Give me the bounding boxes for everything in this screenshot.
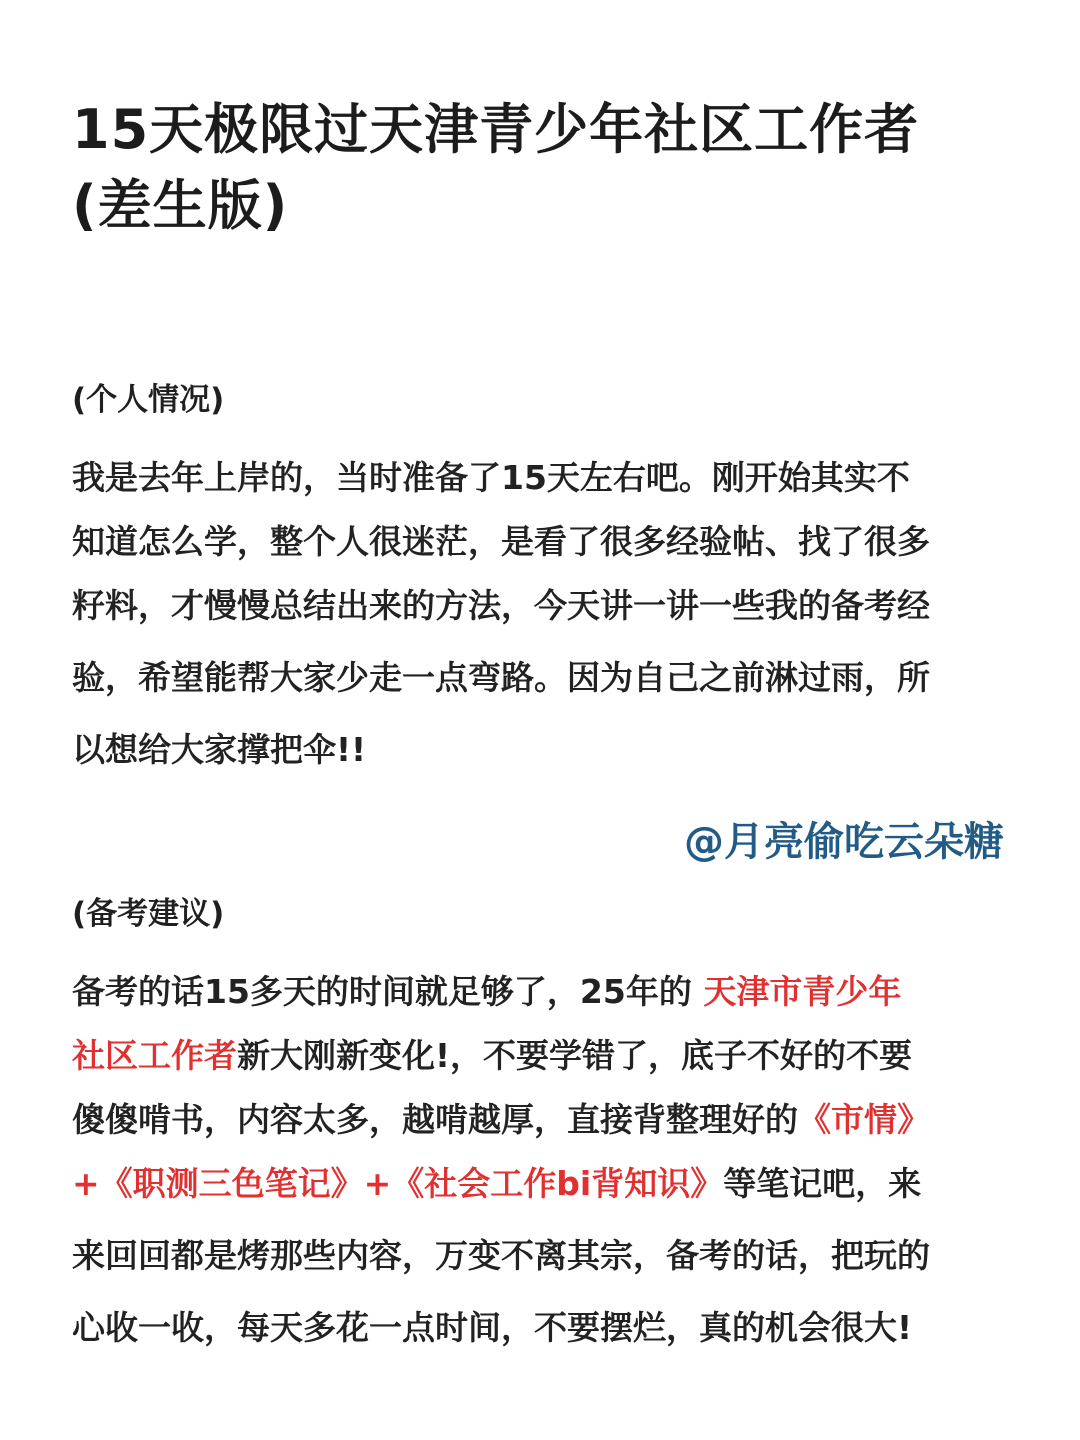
title-line-2: (差生版) [72, 174, 289, 237]
section-heading-personal: (个人情况) [72, 382, 225, 418]
author-watermark: @月亮偷吃云朵糖 [684, 819, 1004, 865]
text-run: 等笔记吧，来 [723, 1164, 922, 1203]
highlight-text: 社区工作者 [72, 1036, 237, 1075]
highlight-text: 《市情》 [798, 1100, 930, 1139]
title-line-1: 15天极限过天津青少年社区工作者 [72, 98, 920, 161]
paragraph-line [72, 960, 1012, 1024]
paragraph-line [72, 1088, 1012, 1152]
text-run: 傻傻啃书，内容太多，越啃越厚，直接背整理好的 [72, 1100, 798, 1139]
paragraph-advice [72, 960, 1012, 1360]
highlight-text: +《职测三色笔记》+《社会工作bi背知识》 [72, 1164, 724, 1203]
paragraph-line [72, 1152, 1012, 1216]
text-run: 新大刚新变化!，不要学错了，底子不好的不要 [237, 1036, 913, 1075]
paragraph-personal [72, 446, 1012, 782]
section-heading-advice: (备考建议) [72, 896, 225, 932]
paragraph-line: 籽料，才慢慢总结出来的方法，今天讲一讲一些我的备考经 [72, 586, 930, 625]
paragraph-line: 知道怎么学，整个人很迷茫，是看了很多经验帖、找了很多 [72, 522, 930, 561]
paragraph-line [72, 1024, 1012, 1088]
paragraph-line: 来回回都是烤那些内容，万变不离其宗，备考的话，把玩的 [72, 1236, 930, 1275]
paragraph-line: 我是去年上岸的，当时准备了15天左右吧。刚开始其实不 [72, 458, 910, 497]
paragraph-line: 以想给大家撑把伞!! [72, 730, 367, 769]
paragraph-line: 验，希望能帮大家少走一点弯路。因为自己之前淋过雨，所 [72, 658, 930, 697]
paragraph-line: 心收一收，每天多花一点时间，不要摆烂，真的机会很大! [72, 1308, 913, 1347]
highlight-text: 天津市青少年 [703, 972, 902, 1011]
text-run: 备考的话15多天的时间就足够了，25年的 [72, 972, 704, 1011]
page-title [72, 92, 1012, 244]
